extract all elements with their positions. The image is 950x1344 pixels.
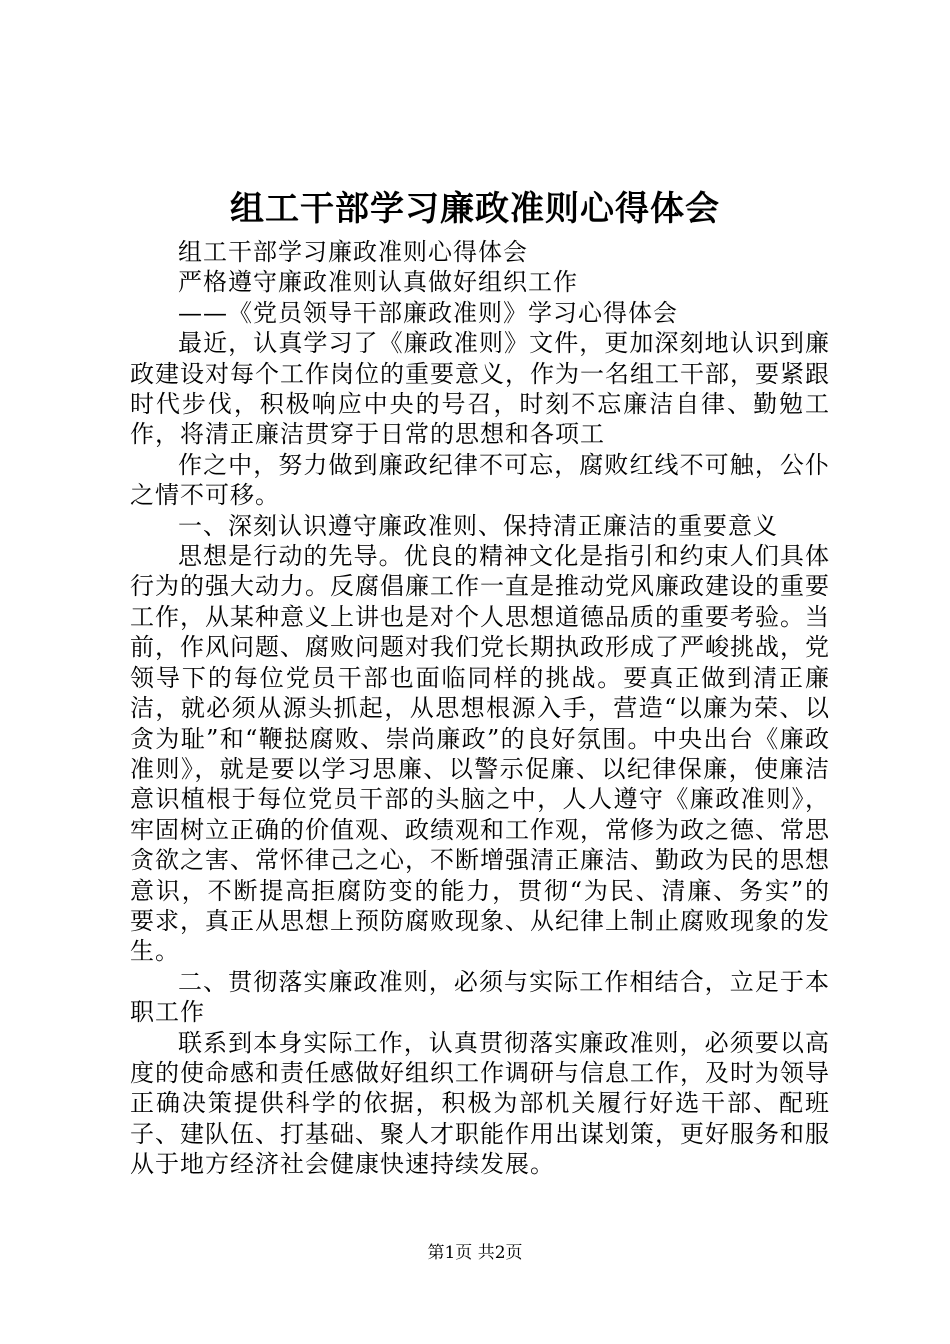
- paragraph-intro-continued: 作之中，努力做到廉政纪律不可忘，腐败红线不可触，公仆之情不可移。: [130, 450, 830, 510]
- section-heading-two: 二、贯彻落实廉政准则，必须与实际工作相结合，立足于本职工作: [130, 967, 830, 1027]
- document-body: [130, 237, 830, 1180]
- page-number-footer: 第1页 共2页: [427, 1243, 523, 1263]
- paragraph-heading: 严格遵守廉政准则认真做好组织工作: [178, 268, 578, 297]
- paragraph-intro: 最近，认真学习了《廉政准则》文件，更加深刻地认识到廉政建设对每个工作岗位的重要意义，作为一名组工干部，要紧跟时代步伐，积极响应中央的号召，时刻不忘廉洁自律、勤勉工作，将清正廉洁贯穿于日常的思想和各项工: [130, 329, 830, 449]
- paragraph-section-one: 思想是行动的先导。优良的精神文化是指引和约束人们具体行为的强大动力。反腐倡廉工作一直是推动党风廉政建设的重要工作，从某种意义上讲也是对个人思想道德品质的重要考验。当前，作风问题、腐败问题对我们党长期执政形成了严峻挑战，党领导下的每位党员干部也面临同样的挑战。要真正做到清正廉洁，就必须从源头抓起，从思想根源入手，营造“以廉为荣、以贪为耻”和“鞭挞腐败、崇尚廉政”的良好氛围。中央出台《廉政准则》，就是要以学习思廉、以警示促廉、以纪律保廉，使廉洁意识植根于每位党员干部的头脑之中，人人遵守《廉政准则》，牢固树立正确的价值观、政绩观和工作观，常修为政之德、常思贪欲之害、常怀律己之心，不断增强清正廉洁、勤政为民的思想意识，不断提高拒腐防变的能力，贯彻“为民、清廉、务实”的要求，真正从思想上预防腐败现象、从纪律上制止腐败现象的发生。: [130, 542, 830, 966]
- paragraph-subtitle: 组工干部学习廉政准则心得体会: [178, 238, 528, 266]
- paragraph-section-two: 联系到本身实际工作，认真贯彻落实廉政准则，必须要以高度的使命感和责任感做好组织工作调研与信息工作，及时为领导正确决策提供科学的依据，积极为部机关履行好选干部、配班子、建队伍、打基础、聚人才职能作用出谋划策，更好服务和服从于地方经济社会健康快速持续发展。: [130, 1028, 830, 1179]
- section-heading-one: 一、深刻认识遵守廉政准则、保持清正廉洁的重要意义: [178, 511, 778, 540]
- paragraph-subheading: ——《党员领导干部廉政准则》学习心得体会: [178, 298, 678, 327]
- document-title: 组工干部学习廉政准则心得体会: [230, 189, 720, 229]
